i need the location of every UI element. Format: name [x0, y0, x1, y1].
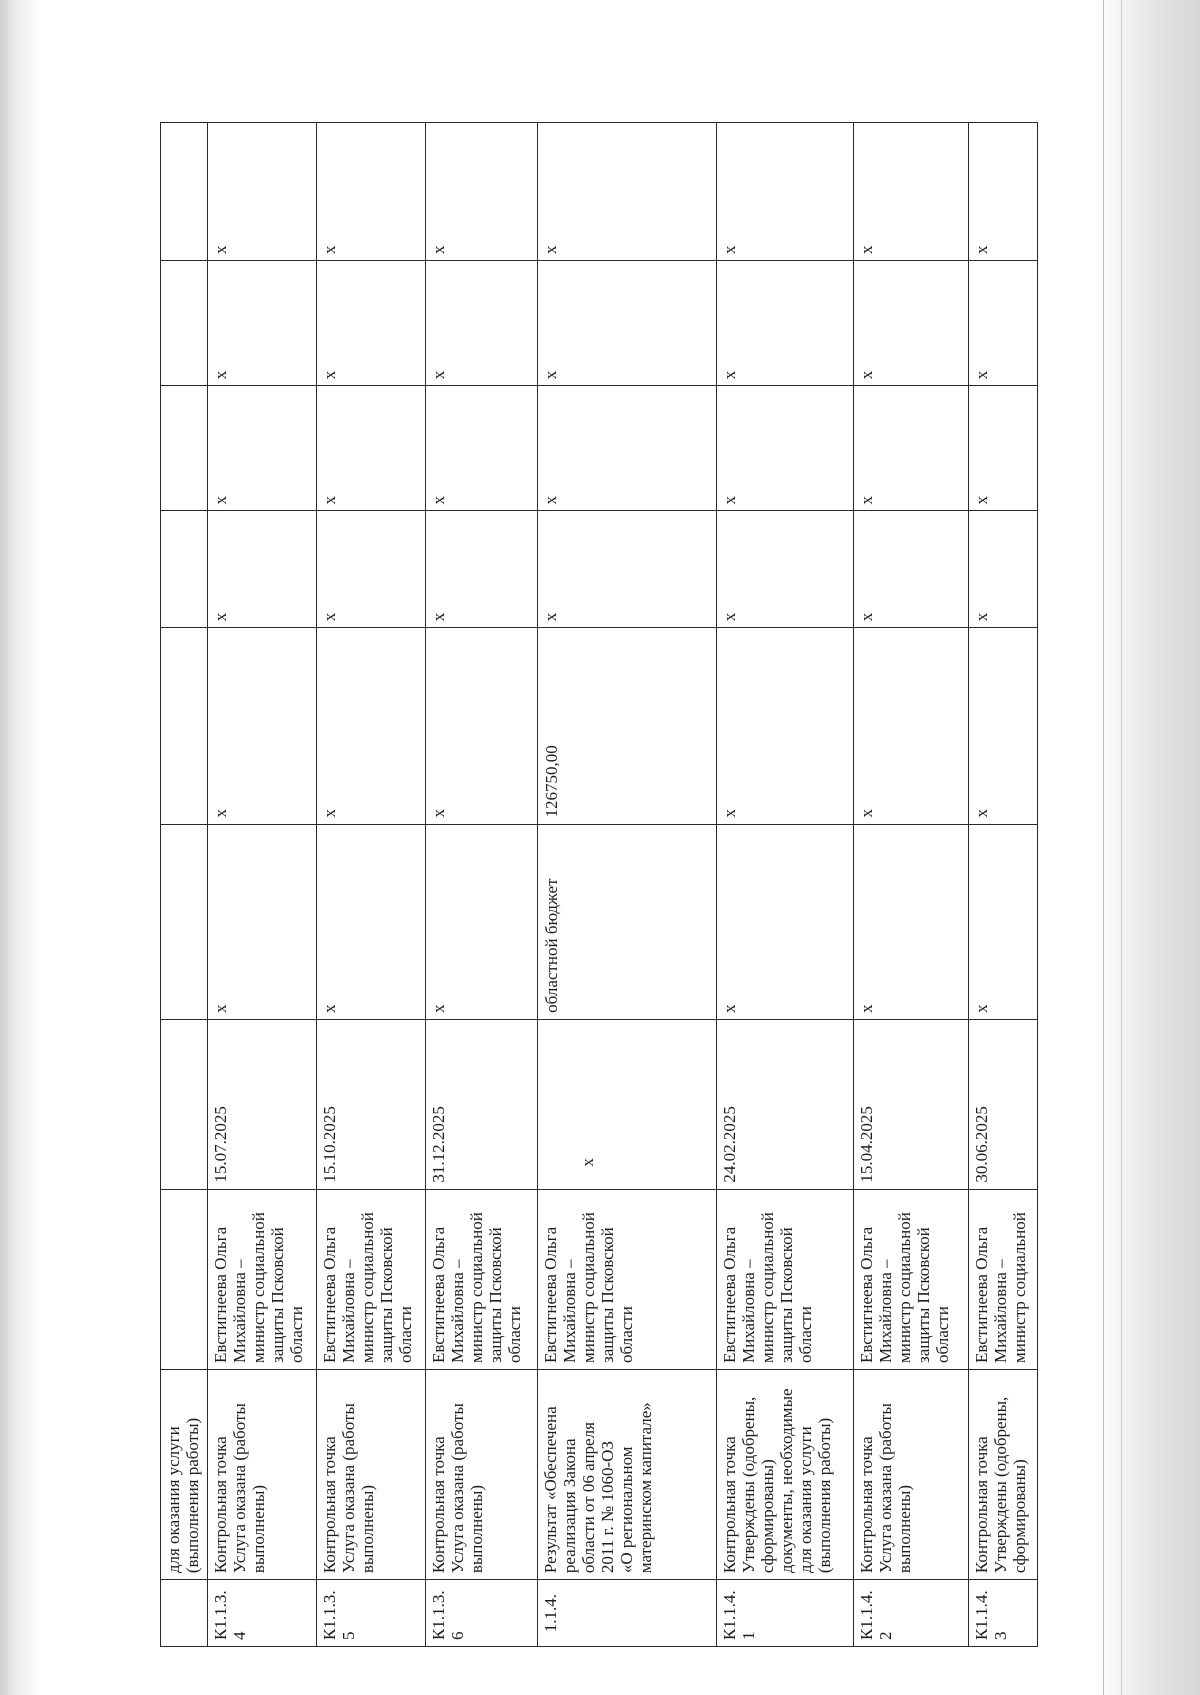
row-code: К1.1.3.5 [317, 1580, 426, 1647]
table-row [854, 123, 969, 1647]
rotated-document-page [160, 0, 1200, 1647]
row-title: Контрольная точка Утверждены (одобрены, сформированы) [969, 1370, 1038, 1580]
row-col7: x [208, 511, 317, 628]
row-col9: x [317, 261, 426, 386]
row-code: К1.1.4.2 [854, 1580, 969, 1647]
header-cell-col9 [161, 261, 208, 386]
header-cell-date [161, 1019, 208, 1189]
row-col8: x [854, 386, 969, 511]
row-col10: x [208, 123, 317, 261]
row-title: Контрольная точка Услуга оказана (работы выполнены) [426, 1370, 538, 1580]
row-source: x [854, 824, 969, 1019]
row-date: 30.06.2025 [969, 1019, 1038, 1189]
row-date: 31.12.2025 [426, 1019, 538, 1189]
row-col8: x [426, 386, 538, 511]
row-amount: x [317, 628, 426, 824]
row-code: К1.1.3.4 [208, 1580, 317, 1647]
row-col7: x [969, 511, 1038, 628]
table-row [317, 123, 426, 1647]
row-col10: x [717, 123, 854, 261]
row-col8: x [969, 386, 1038, 511]
table-row [717, 123, 854, 1647]
row-amount: x [208, 628, 317, 824]
row-responsible: Евстигнеева Ольга Михайловна – министр социальной защиты Псковской области [854, 1189, 969, 1369]
table-row [538, 123, 717, 1647]
row-code: К1.1.4.1 [717, 1580, 854, 1647]
row-col8: x [317, 386, 426, 511]
table-row [969, 123, 1038, 1647]
row-amount: x [717, 628, 854, 824]
row-col9: x [969, 261, 1038, 386]
row-responsible: Евстигнеева Ольга Михайловна – министр социальной защиты Псковской области [538, 1189, 717, 1369]
row-col10: x [426, 123, 538, 261]
row-title: Контрольная точка Услуга оказана (работы выполнены) [208, 1370, 317, 1580]
row-col9: x [538, 261, 717, 386]
table-row [426, 123, 538, 1647]
table-row-header-continuation [161, 123, 208, 1647]
table-row [208, 123, 317, 1647]
scan-edge-left [0, 0, 40, 1695]
header-cell-code [161, 1580, 208, 1647]
row-col9: x [426, 261, 538, 386]
row-col8: x [538, 386, 717, 511]
row-code: 1.1.4. [538, 1580, 717, 1647]
row-col10: x [969, 123, 1038, 261]
row-col8: x [717, 386, 854, 511]
row-col9: x [208, 261, 317, 386]
row-col9: x [854, 261, 969, 386]
header-cell-title: для оказания услуги (выполнения работы) [161, 1370, 208, 1580]
row-amount: x [426, 628, 538, 824]
row-code: К1.1.3.6 [426, 1580, 538, 1647]
header-cell-col8 [161, 386, 208, 511]
row-title: Контрольная точка Утверждены (одобрены, сформированы) документы, необходимые для оказания услуги (выполнения работы) [717, 1370, 854, 1580]
row-responsible: Евстигнеева Ольга Михайловна – министр социальной защиты Псковской области [717, 1189, 854, 1369]
row-amount: 126750,00 [538, 628, 717, 824]
row-col7: x [538, 511, 717, 628]
row-col7: x [317, 511, 426, 628]
row-responsible: Евстигнеева Ольга Михайловна – министр социальной защиты Псковской области [208, 1189, 317, 1369]
header-cell-col7 [161, 511, 208, 628]
row-source: областной бюджет [538, 824, 717, 1019]
row-date: 15.07.2025 [208, 1019, 317, 1189]
row-amount: x [854, 628, 969, 824]
row-date: 24.02.2025 [717, 1019, 854, 1189]
header-cell-responsible [161, 1189, 208, 1369]
row-col7: x [426, 511, 538, 628]
row-title: Контрольная точка Услуга оказана (работы выполнены) [317, 1370, 426, 1580]
row-title: Контрольная точка Услуга оказана (работы выполнены) [854, 1370, 969, 1580]
row-date: x [538, 1019, 717, 1189]
row-code: К1.1.4.3 [969, 1580, 1038, 1647]
header-cell-amount [161, 628, 208, 824]
row-responsible: Евстигнеева Ольга Михайловна – министр социальной защиты Псковской области [426, 1189, 538, 1369]
row-col10: x [317, 123, 426, 261]
row-responsible: Евстигнеева Ольга Михайловна – министр социальной [969, 1189, 1038, 1369]
plan-table [160, 122, 1038, 1647]
row-source: x [717, 824, 854, 1019]
row-col10: x [854, 123, 969, 261]
row-amount: x [969, 628, 1038, 824]
header-cell-source [161, 824, 208, 1019]
row-col7: x [854, 511, 969, 628]
row-source: x [969, 824, 1038, 1019]
row-col7: x [717, 511, 854, 628]
header-cell-col10 [161, 123, 208, 261]
row-source: x [317, 824, 426, 1019]
row-title: Результат «Обеспечена реализация Закона области от 06 апреля 2011 г. № 1060-ОЗ «О региональном материнском капитале» [538, 1370, 717, 1580]
row-col9: x [717, 261, 854, 386]
row-col8: x [208, 386, 317, 511]
row-date: 15.04.2025 [854, 1019, 969, 1189]
row-col10: x [538, 123, 717, 261]
row-date: 15.10.2025 [317, 1019, 426, 1189]
row-source: x [426, 824, 538, 1019]
row-responsible: Евстигнеева Ольга Михайловна – министр социальной защиты Псковской области [317, 1189, 426, 1369]
row-source: x [208, 824, 317, 1019]
